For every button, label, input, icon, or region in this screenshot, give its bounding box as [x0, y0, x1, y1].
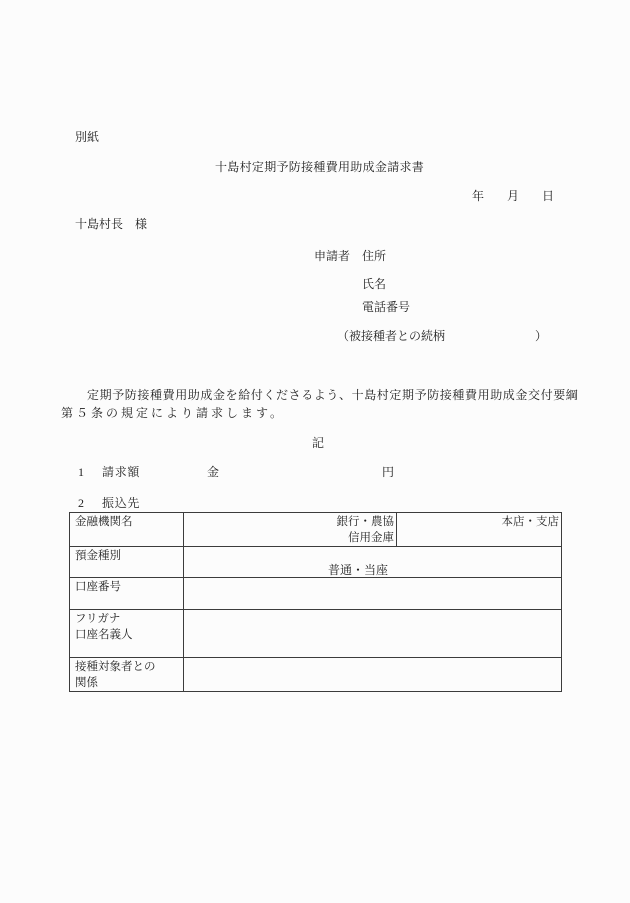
item1-number: 1 — [78, 465, 84, 479]
relationship-close-paren: ） — [535, 329, 548, 343]
applicant-address-label: 住所 — [362, 249, 387, 263]
claim-amount-label: 請求額 — [102, 465, 141, 479]
table-row-deposit-type — [70, 547, 562, 578]
attachment-label: 別紙 — [75, 130, 100, 144]
ki-heading: 記 — [312, 436, 325, 450]
applicant-label: 申請者 — [314, 249, 351, 263]
bank-type-options-line1: 銀行・農協 — [336, 516, 394, 528]
financial-institution-input-cell — [184, 513, 397, 547]
deposit-type-options: 普通・当座 — [328, 563, 389, 577]
addressee-line: 十島村長 様 — [75, 217, 148, 231]
date-year-label: 年 — [472, 189, 485, 203]
transfer-destination-label: 振込先 — [102, 496, 141, 510]
table-row-account-number — [70, 578, 562, 610]
account-holder-label: 口座名義人 — [75, 629, 133, 641]
applicant-phone-label: 電話番号 — [362, 300, 411, 314]
account-number-input-cell — [184, 578, 562, 610]
table-row-financial-institution — [70, 513, 562, 547]
account-holder-input-cell — [184, 610, 562, 658]
date-month-label: 月 — [507, 189, 520, 203]
relation-input-cell — [184, 658, 562, 692]
bank-type-options-line2: 信用金庫 — [348, 532, 394, 544]
relation-label-line2: 関係 — [75, 677, 98, 689]
table-row-account-holder — [70, 610, 562, 658]
branch-options-cell: 本店・支店 — [397, 513, 562, 547]
amount-suffix-yen: 円 — [382, 465, 395, 479]
amount-prefix-kin: 金 — [207, 465, 220, 479]
document-title: 十島村定期予防接種費用助成金請求書 — [215, 160, 425, 174]
table-row-relation-to-vaccinee — [70, 658, 562, 692]
furigana-label: フリガナ — [75, 613, 121, 625]
financial-institution-label-cell: 金融機関名 — [70, 513, 184, 547]
account-holder-label-cell — [70, 610, 184, 658]
body-text-line-1: 定期予防接種費用助成金を給付くださるよう、十島村定期予防接種費用助成金交付要綱 — [87, 388, 579, 402]
item2-number: 2 — [78, 496, 84, 510]
relation-label-cell — [70, 658, 184, 692]
applicant-name-label: 氏名 — [362, 277, 387, 291]
date-day-label: 日 — [542, 189, 555, 203]
body-text-line-2: 第５条の規定により請求します。 — [61, 406, 286, 420]
relation-label-line1: 接種対象者との — [75, 661, 156, 673]
bank-transfer-table — [69, 512, 562, 692]
account-number-label-cell: 口座番号 — [70, 578, 184, 610]
deposit-type-label-cell: 預金種別 — [70, 547, 184, 578]
relationship-open-label: （被接種者との続柄 — [337, 329, 446, 343]
deposit-type-input-cell — [184, 547, 562, 578]
